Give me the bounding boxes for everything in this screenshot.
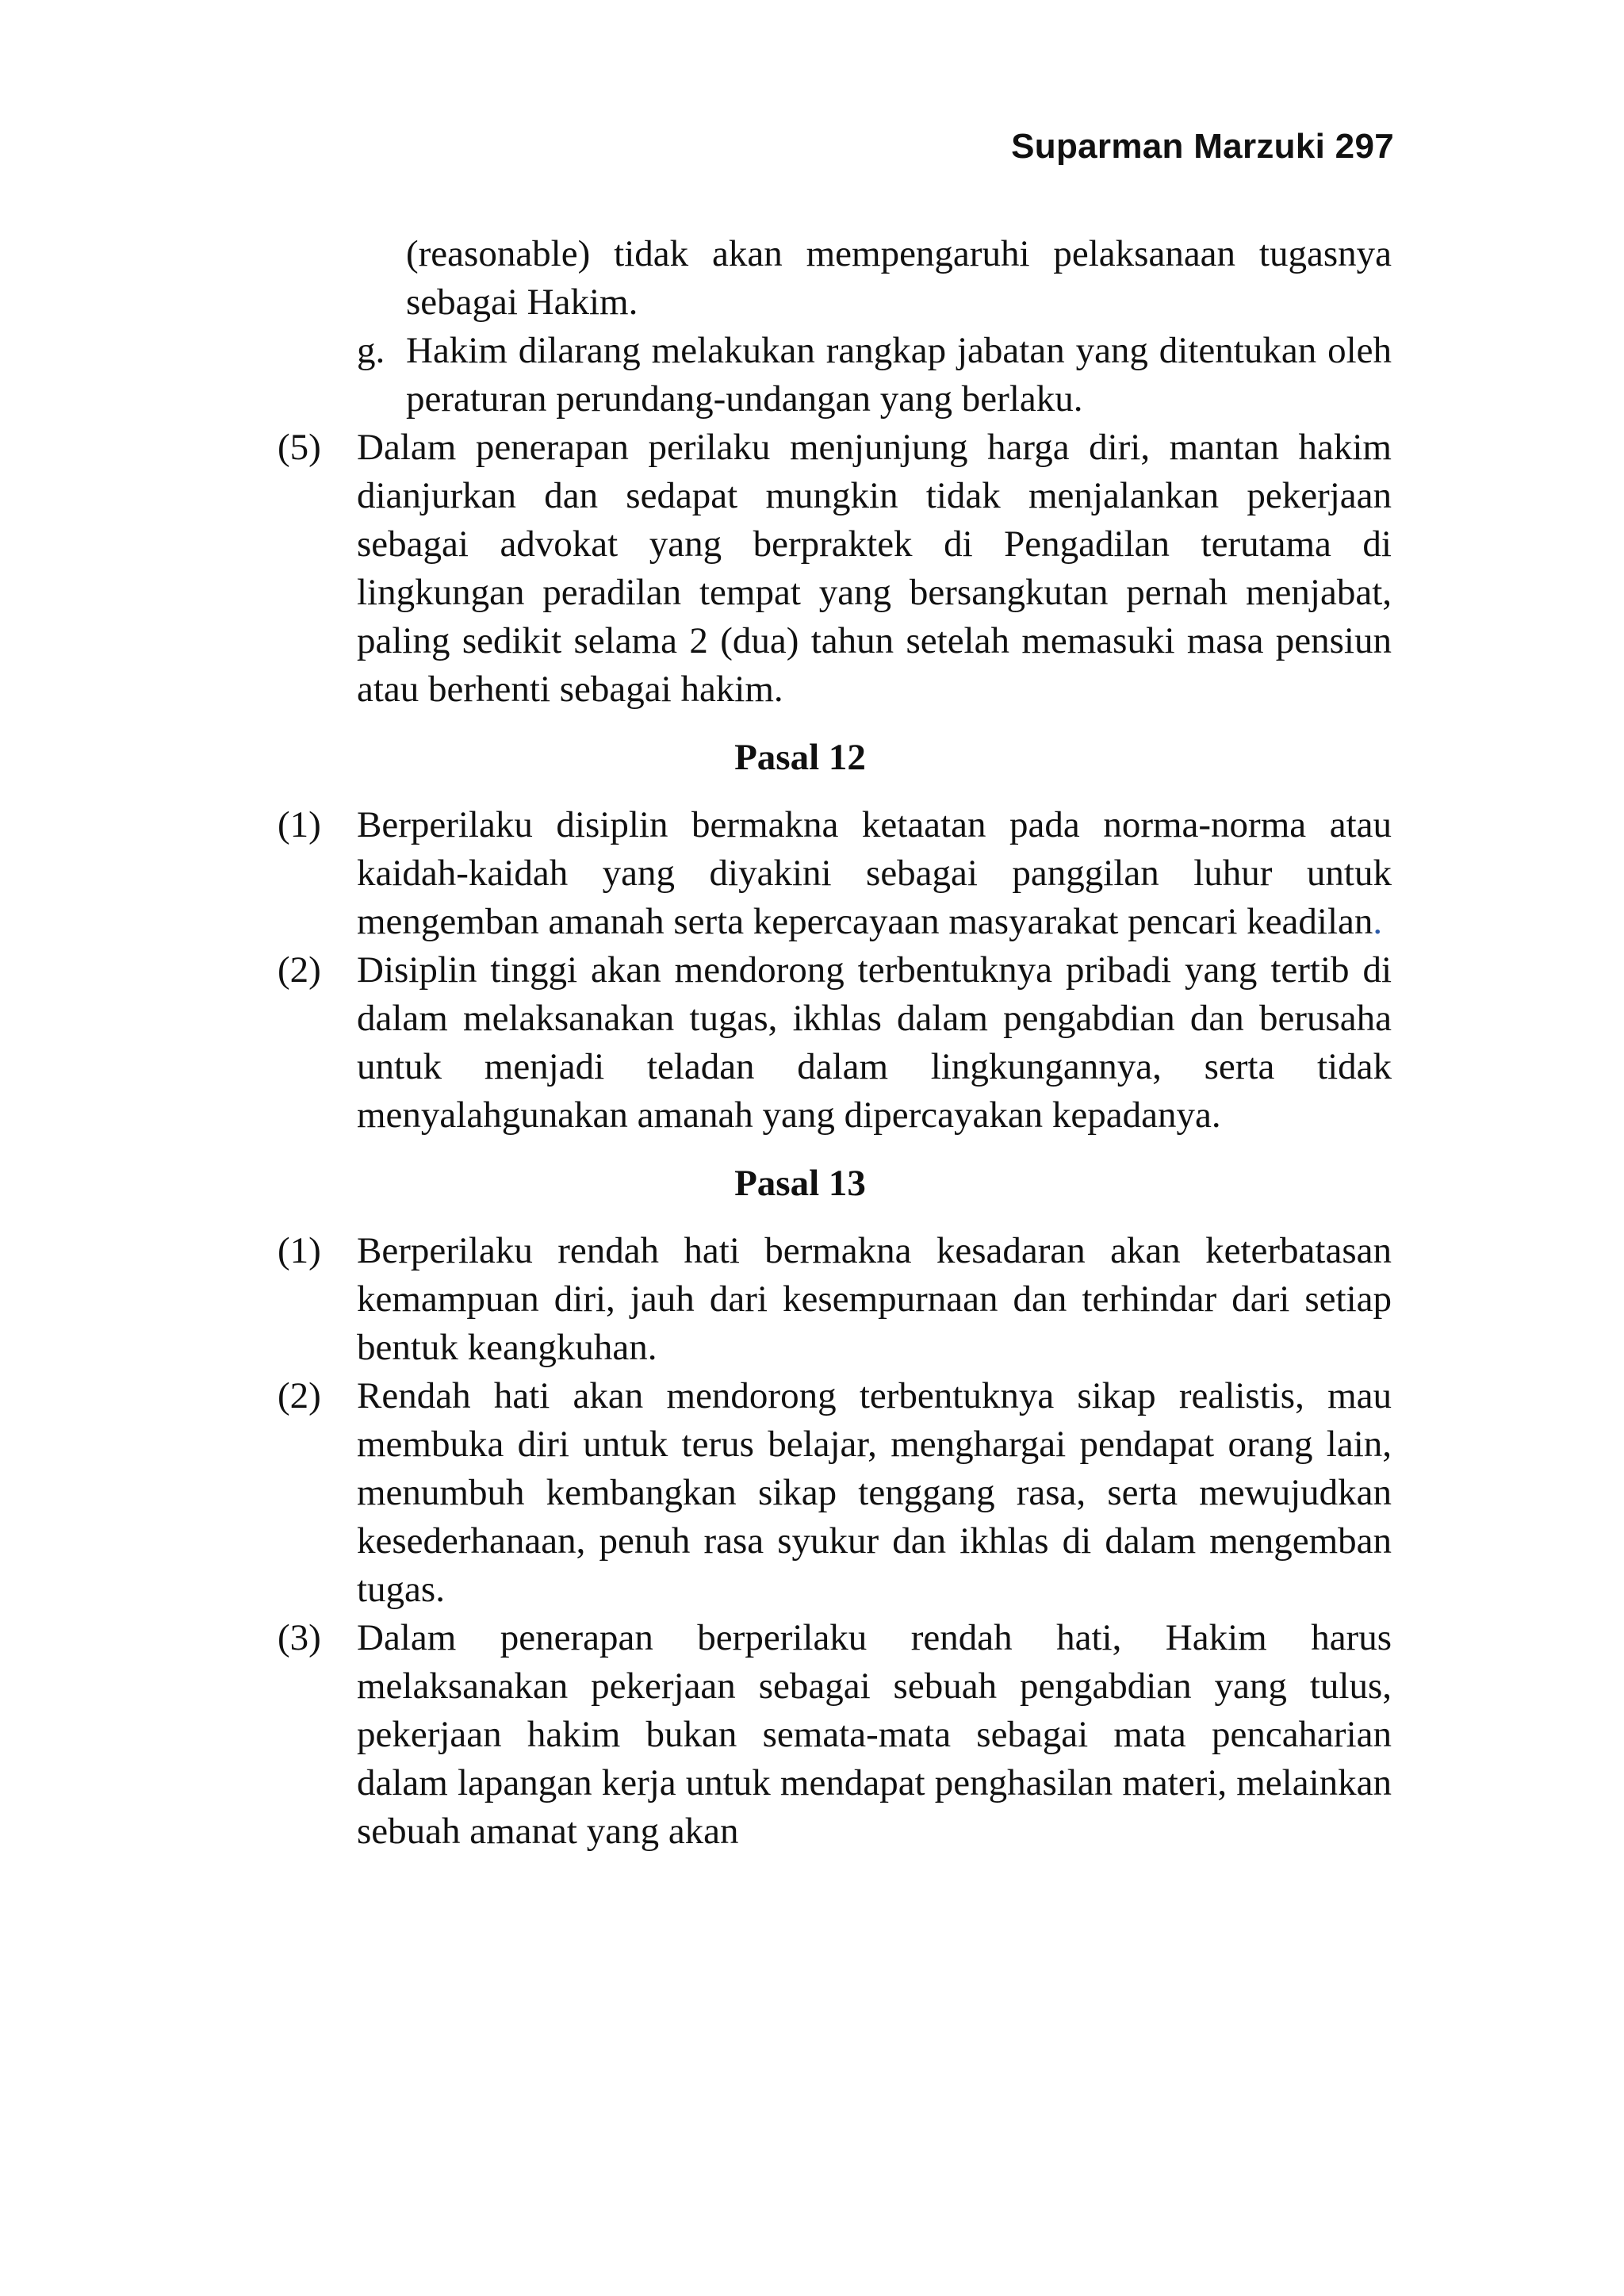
- section-heading-pasal-13: Pasal 13: [734, 1163, 866, 1204]
- list-item-text: Berperilaku disiplin bermakna ketaatan pada norma-norma atau kaidah-kaidah yang diyakini sebagai panggilan luhur untuk mengemban amanah serta kepercayaan masyarakat pencari keadilan.: [357, 804, 1392, 942]
- pasal13-item-1: [278, 1227, 1392, 1372]
- running-header: Suparman Marzuki 297: [1011, 127, 1394, 166]
- list-item-label: (1): [278, 1230, 321, 1271]
- pasal12-item-2: [278, 946, 1392, 1140]
- list-item-text: Dalam penerapan berperilaku rendah hati, Hakim harus melaksanakan pekerjaan sebagai sebuah pengabdian yang tulus, pekerjaan hakim bukan semata-mata sebagai mata pencaharian dalam lapangan kerja untuk mendapat penghasilan materi, melainkan sebuah amanat yang akan: [357, 1617, 1392, 1852]
- list-item-5: [278, 424, 1392, 714]
- list-item-text: Berperilaku rendah hati bermakna kesadaran akan keterbatasan kemampuan diri, jauh dari kesempurnaan dan terhindar dari setiap bentuk keangkuhan.: [357, 1230, 1392, 1368]
- list-item-text: Rendah hati akan mendorong terbentuknya sikap realistis, mau membuka diri untuk terus belajar, menghargai pendapat orang lain, menumbuh kembangkan sikap tenggang rasa, serta mewujudkan kesederhanaan, penuh rasa syukur dan ikhlas di dalam mengemban tugas.: [357, 1375, 1392, 1610]
- list-item-text: Hakim dilarang melakukan rangkap jabatan yang ditentukan oleh peraturan perundang-undangan yang berlaku.: [406, 330, 1392, 420]
- list-item-label: (3): [278, 1617, 321, 1658]
- list-item-label: (2): [278, 1375, 321, 1416]
- list-item-label: (1): [278, 804, 321, 845]
- list-item-label: (2): [278, 949, 321, 991]
- list-item-text: Dalam penerapan perilaku menjunjung harga diri, mantan hakim dianjurkan dan sedapat mungkin tidak menjalankan pekerjaan sebagai advokat yang berpraktek di Pengadilan terutama di lingkungan peradilan tempat yang bersangkutan pernah menjabat, paling sedikit selama 2 (dua) tahun setelah memasuki masa pensiun atau berhenti sebagai hakim.: [357, 427, 1392, 710]
- list-item-g: [357, 327, 1392, 424]
- list-item-label: (5): [278, 427, 321, 468]
- pasal13-item-2: [278, 1372, 1392, 1614]
- pasal13-item-3: [278, 1614, 1392, 1856]
- continuation-paragraph: [406, 230, 1392, 327]
- pasal12-item-1: [278, 801, 1392, 946]
- continuation-text: (reasonable) tidak akan mempengaruhi pelaksanaan tugasnya sebagai Hakim.: [406, 233, 1392, 323]
- document-body: [0, 230, 1624, 1856]
- list-item-label: g.: [357, 330, 385, 371]
- section-heading-pasal-12: Pasal 12: [734, 737, 866, 778]
- list-item-text: Disiplin tinggi akan mendorong terbentuknya pribadi yang tertib di dalam melaksanakan tugas, ikhlas dalam pengabdian dan berusaha untuk menjadi teladan dalam lingkungannya, serta tidak menyalahgunakan amanah yang dipercayakan kepadanya.: [357, 949, 1392, 1136]
